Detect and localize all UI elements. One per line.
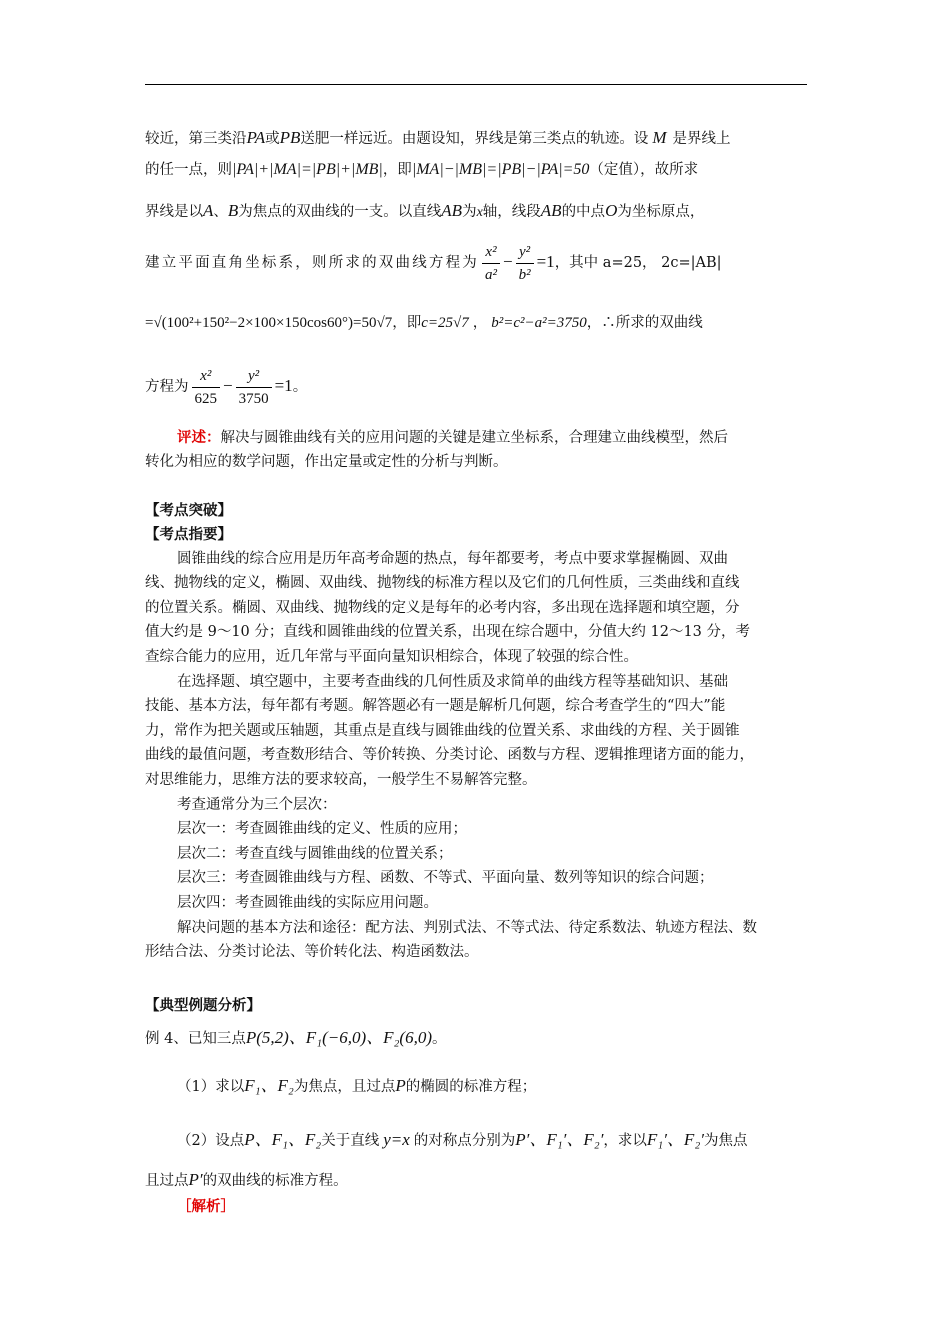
- paragraph-line: 曲线的最值问题，考查数形结合、等价转换、分类讨论、函数与方程、逻辑推理诸方面的能力，: [145, 747, 754, 763]
- text: 建立平面直角坐标系，则所求的双曲线方程为: [145, 255, 479, 271]
- equals-one: =1: [274, 376, 293, 395]
- operator: −: [223, 376, 233, 395]
- header-rule: [145, 84, 807, 85]
- text: 为焦点的双曲线的一支。以直线: [238, 204, 442, 220]
- question-line: [145, 1130, 839, 1151]
- question-line: [145, 1170, 807, 1191]
- math-A: A: [203, 201, 214, 220]
- fraction: [516, 241, 534, 286]
- numerator: x²: [482, 241, 500, 264]
- equation: c=25√7: [421, 315, 469, 331]
- text: 解决与圆锥曲线有关的应用问题的关键是建立坐标系，合理建立曲线模型，然后: [220, 430, 728, 446]
- numerator: x²: [192, 365, 221, 388]
- text-line: =√(100²+150²−2×100×150cos60°)=50√7，即c=25√7 ， b²=c²−a²=3750，∴所求的双曲线: [145, 315, 703, 331]
- text: ，∴所求的双曲线: [586, 315, 703, 331]
- math-points: P′、F₁′、F₂′: [515, 1130, 604, 1149]
- section-subtitle: 【考点指要】: [145, 526, 232, 543]
- math-PA: PA: [246, 128, 266, 147]
- text-line: [145, 160, 807, 180]
- paragraph-line: 的位置关系。椭圆、双曲线、抛物线的定义是每年的必考内容，多出现在选择题和填空题，分: [145, 600, 740, 616]
- math-AB: AB: [540, 201, 562, 220]
- section-title: 【典型例题分析】: [145, 997, 261, 1014]
- fraction: [482, 241, 500, 286]
- equation: b²=c²−a²=3750: [491, 315, 587, 331]
- text: 送肥一样远近。由题设知，界线是第三类点的轨迹。设: [300, 131, 649, 147]
- paragraph-line: 线、抛物线的定义，椭圆、双曲线、抛物线的标准方程以及它们的几何性质，三类曲线和直线: [145, 575, 740, 591]
- math-PB: PB: [279, 128, 301, 147]
- review-label: 评述：: [177, 429, 221, 446]
- example-line: [145, 1028, 807, 1049]
- text: ，即: [382, 162, 412, 178]
- paragraph-line: 力，常作为把关题或压轴题，其重点是直线与圆锥曲线的位置关系、求曲线的方程、关于圆锥: [145, 723, 740, 739]
- text: 的对称点分别为: [413, 1133, 516, 1149]
- text: 为坐标原点，: [617, 204, 705, 220]
- math-points: P、F₁、F₂: [244, 1130, 322, 1149]
- text: （2）设点: [177, 1133, 245, 1149]
- text: 。: [432, 1031, 447, 1047]
- text: 的双曲线的标准方程。: [202, 1173, 348, 1189]
- math-foci: F₁、F₂: [244, 1076, 294, 1095]
- text: （1）求以: [177, 1079, 245, 1095]
- text: ，其中 a=25， 2c=|AB|: [554, 255, 722, 271]
- paragraph-line: 技能、基本方法，每年都有考题。解答题必有一题是解析几何题，综合考查学生的“四大”能: [145, 698, 726, 714]
- operator: −: [503, 252, 513, 271]
- paragraph-line: 值大约是 9～10 分；直线和圆锥曲线的位置关系，出现在综合题中，分值大约 12～13 分，考: [145, 624, 751, 640]
- equation-sqrt: =√(100²+150²−2×100×150cos60°)=50√7: [145, 315, 393, 331]
- equation: |PA|+|MA|=|PB|+|MB|: [232, 161, 383, 178]
- text: 是界线上: [672, 131, 731, 147]
- text-line: [145, 128, 807, 149]
- equals-one: =1: [536, 252, 555, 271]
- paragraph-line: 解决问题的基本方法和途径：配方法、判别式法、不等式法、待定系数法、轨迹方程法、数: [177, 920, 757, 936]
- text: 的椭圆的标准方程；: [405, 1079, 537, 1095]
- text: 轴，线段: [482, 204, 541, 220]
- denominator: 3750: [238, 390, 269, 407]
- equation: |MA|−|MB|=|PB|−|PA|=50: [411, 161, 590, 178]
- math-M: M: [652, 128, 667, 147]
- paragraph-line: 查综合能力的应用，近几年常与平面向量知识相综合，体现了较强的综合性。: [145, 649, 638, 665]
- text: 的中点: [561, 204, 606, 220]
- text: 。: [292, 379, 308, 395]
- text: ，即: [392, 315, 422, 331]
- math-AB: AB: [441, 201, 463, 220]
- section-title: 【考点突破】: [145, 502, 232, 519]
- level-item: 层次三：考查圆锥曲线与方程、函数、不等式、平面向量、数列等知识的综合问题；: [177, 870, 714, 886]
- text: 、: [213, 204, 228, 220]
- math-x: x: [476, 205, 483, 220]
- text-line: [145, 360, 807, 413]
- text: 界线是以: [145, 204, 203, 220]
- level-item: 层次二：考查直线与圆锥曲线的位置关系；: [177, 846, 453, 862]
- review-line: [145, 452, 807, 472]
- level-item: 层次一：考查圆锥曲线的定义、性质的应用；: [177, 821, 467, 837]
- text: 为焦点: [703, 1133, 748, 1149]
- analysis-label: ［解析］: [177, 1198, 235, 1215]
- text: 方程为: [145, 379, 189, 395]
- math-P-prime: P′: [188, 1170, 203, 1189]
- text: 且过点: [145, 1173, 189, 1189]
- example-label: 例 4、已知三点: [145, 1031, 246, 1047]
- paragraph-line: 对思维能力，思维方法的要求较高，一般学生不易解答完整。: [145, 772, 537, 788]
- math-P: P: [395, 1076, 406, 1095]
- math-line: y=x: [383, 1130, 410, 1149]
- text: 为: [462, 204, 477, 220]
- denominator: b²: [518, 266, 531, 283]
- paragraph-line: 形结合法、分类讨论法、等价转化法、构造函数法。: [145, 944, 479, 960]
- text-line: [145, 236, 807, 289]
- review-line: [145, 428, 807, 448]
- text: （定值），故所求: [589, 162, 699, 178]
- question-line: [145, 1076, 839, 1097]
- denominator: 625: [194, 390, 217, 407]
- fraction: [236, 365, 272, 410]
- numerator: y²: [236, 365, 272, 388]
- text: 为焦点，且过点: [293, 1079, 396, 1095]
- numerator: y²: [516, 241, 534, 264]
- text: 的任一点，则: [145, 162, 232, 178]
- fraction: [192, 365, 221, 410]
- level-item: 层次四：考查圆锥曲线的实际应用问题。: [177, 895, 438, 911]
- paragraph-line: 在选择题、填空题中，主要考查曲线的几何性质及求简单的曲线方程等基础知识、基础: [177, 674, 728, 690]
- math-B: B: [227, 201, 239, 220]
- paragraph-line: 圆锥曲线的综合应用是历年高考命题的热点，每年都要考，考点中要求掌握椭圆、双曲: [177, 551, 728, 567]
- paragraph-line: 考查通常分为三个层次：: [177, 797, 337, 813]
- text: ，求以: [603, 1133, 647, 1149]
- math-foci: F₁′、F₂′: [646, 1130, 704, 1149]
- text: 关于直线: [321, 1133, 380, 1149]
- text: 较近，第三类沿: [145, 131, 247, 147]
- math-O: O: [605, 201, 618, 220]
- math-points: P(5,2)、F₁(−6,0)、F₂(6,0): [245, 1028, 433, 1047]
- denominator: a²: [485, 266, 497, 283]
- text-line: [145, 201, 807, 223]
- text: 转化为相应的数学问题，作出定量或定性的分析与判断。: [145, 454, 508, 470]
- text: 或: [265, 131, 280, 147]
